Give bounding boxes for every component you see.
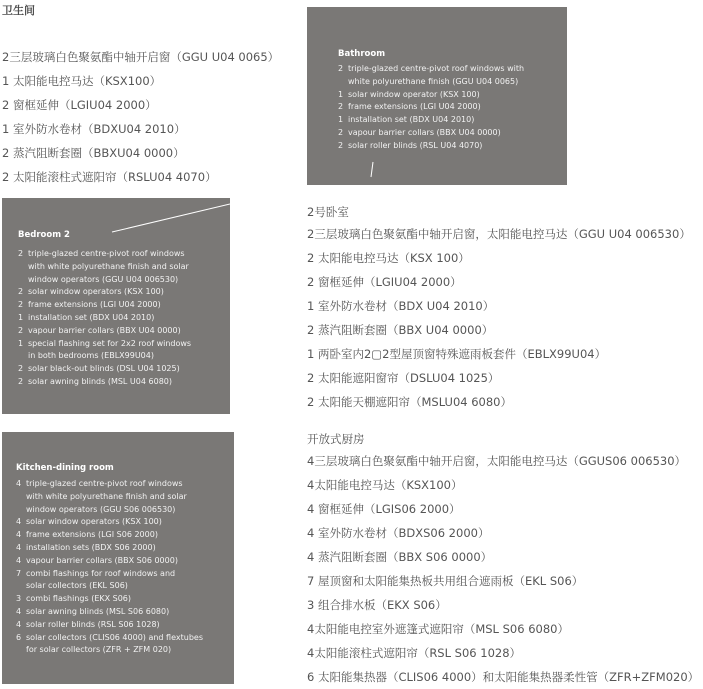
list-item: 2 蒸汽阻断套圈（BBX U04 0000） (307, 323, 494, 337)
bedroom-en-list (18, 248, 191, 389)
item-description-line: installation set (BDX U04 2010) (28, 312, 155, 322)
list-item: 4 室外防水卷材（BDXS06 2000） (307, 526, 490, 540)
kitchen-en-panel (2, 432, 234, 684)
item-quantity: 2 (18, 376, 24, 386)
item-description-line: solar awning blinds (MSL S06 6080) (26, 606, 170, 616)
bedroom-en-panel (2, 198, 230, 414)
kitchen-cn-title: 开放式厨房 (307, 432, 365, 446)
item-description (348, 101, 481, 114)
item-description (348, 89, 480, 102)
item-quantity: 4 (16, 619, 22, 629)
list-item: 1 两卧室内2▢2型屋顶窗特殊遮雨板套件（EBLX99U04） (307, 347, 607, 361)
item-description-line: vapour barrier collars (BBX U04 0000) (348, 127, 501, 137)
list-item (16, 542, 203, 555)
kitchen-en-title: Kitchen-dining room (16, 463, 114, 473)
item-description (348, 63, 524, 89)
item-description-line: solar window operators (KSX 100) (28, 287, 164, 297)
list-item: 1 太阳能电控马达（KSX100） (2, 74, 162, 88)
list-item (18, 338, 191, 364)
list-item (18, 286, 191, 299)
list-item: 4太阳能电控马达（KSX100） (307, 478, 463, 492)
item-description (26, 516, 162, 529)
item-description-line: for solar collectors (ZFR + ZFM 020) (26, 645, 172, 655)
item-description (26, 619, 160, 632)
kitchen-cn-list (307, 449, 699, 689)
list-item: 4三层玻璃白色聚氨酯中轴开启窗，太阳能电控马达（GGUS06 006530） (307, 454, 687, 468)
item-quantity: 1 (338, 89, 344, 99)
list-item: 2三层玻璃白色聚氨酯中轴开启窗（GGU U04 0065） (2, 50, 280, 64)
item-description-line: solar awning blinds (MSL U04 6080) (28, 376, 172, 386)
list-item: 4太阳能电控室外遮篷式遮阳帘（MSL S06 6080） (307, 622, 569, 636)
list-item (338, 114, 524, 127)
list-item (16, 516, 203, 529)
list-item (16, 606, 203, 619)
list-item: 7 屋顶窗和太阳能集热板共用组合遮雨板（EKL S06） (307, 574, 584, 588)
item-description (26, 542, 156, 555)
list-item: 6 太阳能集热器（CLIS06 4000）和太阳能集热器柔性管（ZFR+ZFM020） (307, 670, 700, 684)
list-item: 3 组合排水板（EKX S06） (307, 598, 447, 612)
item-quantity: 4 (16, 517, 22, 527)
item-description-line: special flashing set for 2x2 roof windows (28, 338, 192, 348)
list-item: 2 蒸汽阻断套圈（BBXU04 0000） (2, 146, 185, 160)
item-description-line: window operators (GGU U04 006530) (28, 274, 179, 284)
item-description-line: solar window operator (KSX 100) (348, 89, 480, 99)
item-quantity: 2 (18, 364, 24, 374)
item-description (26, 529, 158, 542)
bathroom-en-panel (307, 7, 567, 185)
item-quantity: 2 (18, 287, 24, 297)
item-description (26, 555, 178, 568)
item-description-line: solar black-out blinds (DSL U04 1025) (28, 364, 180, 374)
item-quantity: 2 (18, 249, 24, 258)
list-item (338, 140, 524, 153)
item-quantity: 4 (16, 479, 22, 488)
item-quantity: 3 (16, 594, 22, 604)
bathroom-en-title: Bathroom (338, 49, 386, 59)
item-description (348, 140, 482, 153)
item-description-line: white polyurethane finish (GGU U04 0065) (348, 76, 519, 86)
item-description (26, 632, 203, 658)
list-item (16, 478, 203, 516)
bedroom-cn-list (307, 222, 691, 414)
item-description-line: vapour barrier collars (BBX U04 0000) (28, 325, 181, 335)
list-item (338, 101, 524, 114)
item-description (28, 325, 181, 338)
bedroom-en-title: Bedroom 2 (18, 230, 70, 240)
item-description-line: solar window operators (KSX 100) (26, 517, 162, 527)
list-item: 2三层玻璃白色聚氨酯中轴开启窗，太阳能电控马达（GGU U04 006530） (307, 227, 691, 241)
item-description-line: frame extensions (LGI U04 2000) (348, 102, 481, 112)
list-item (16, 632, 203, 658)
item-description (28, 376, 172, 389)
item-description-line: window operators (GGU S06 006530) (26, 504, 176, 514)
list-item: 2 窗框延伸（LGIU04 2000） (2, 98, 157, 112)
kitchen-en-list (16, 478, 203, 657)
item-description (348, 127, 501, 140)
item-description-line: vapour barrier collars (BBX S06 0000) (26, 555, 178, 565)
item-quantity: 7 (16, 568, 22, 578)
item-description-line: triple-glazed centre-pivot roof windows with (348, 64, 525, 73)
item-description-line: frame extensions (LGI U04 2000) (28, 300, 161, 310)
item-description-line: combi flashings (EKX S06) (26, 594, 132, 604)
item-description-line: triple-glazed centre-pivot roof windows (28, 249, 185, 258)
item-description (26, 478, 187, 516)
list-item (338, 127, 524, 140)
item-description (28, 338, 191, 364)
item-quantity: 2 (18, 325, 24, 335)
item-description (28, 248, 189, 286)
bathroom-en-list (338, 63, 524, 153)
list-item: 2 太阳能遮阳窗帘（DSLU04 1025） (307, 371, 500, 385)
item-description-line: solar collectors (CLIS06 4000) and flextubes (26, 632, 203, 642)
item-quantity: 1 (338, 115, 344, 125)
list-item: 2 太阳能电控马达（KSX 100） (307, 251, 470, 265)
item-description-line: combi flashings for roof windows and (26, 568, 176, 578)
item-description-line: with white polyurethane finish and solar (26, 491, 187, 501)
list-item (18, 299, 191, 312)
bathroom-cn-title: 卫生间 (2, 4, 35, 17)
list-item (18, 325, 191, 338)
bedroom-cn-title: 2号卧室 (307, 205, 349, 219)
item-quantity: 1 (18, 312, 24, 322)
item-description (26, 606, 169, 619)
list-item: 2 太阳能滚柱式遮阳帘（RSLU04 4070） (2, 170, 217, 184)
item-quantity: 4 (16, 606, 22, 616)
item-description-line: solar collectors (EKL S06) (26, 581, 128, 591)
list-item (18, 376, 191, 389)
item-quantity: 4 (16, 555, 22, 565)
item-description-line: solar roller blinds (RSL U04 4070) (348, 140, 483, 150)
item-description (26, 568, 175, 594)
list-item (16, 529, 203, 542)
item-description (28, 312, 154, 325)
item-quantity: 4 (16, 530, 22, 540)
list-item (16, 555, 203, 568)
item-quantity: 4 (16, 542, 22, 552)
item-quantity: 2 (338, 127, 344, 137)
item-description (28, 363, 180, 376)
list-item: 2 太阳能天棚遮阳帘（MSLU04 6080） (307, 395, 512, 409)
item-description-line: installation set (BDX U04 2010) (348, 115, 475, 125)
item-description (28, 286, 164, 299)
list-item (18, 248, 191, 286)
list-item: 1 室外防水卷材（BDXU04 2010） (2, 122, 186, 136)
item-quantity: 1 (18, 338, 24, 348)
item-quantity: 6 (16, 632, 22, 642)
item-quantity: 2 (338, 64, 344, 73)
list-item (338, 89, 524, 102)
item-description-line: frame extensions (LGI S06 2000) (26, 530, 158, 540)
list-item: 2 窗框延伸（LGIU04 2000） (307, 275, 462, 289)
item-description-line: solar roller blinds (RSL S06 1028) (26, 619, 160, 629)
list-item (16, 568, 203, 594)
item-description-line: installation sets (BDX S06 2000) (26, 542, 156, 552)
list-item (18, 363, 191, 376)
list-item: 4 窗框延伸（LGIS06 2000） (307, 502, 461, 516)
list-item: 1 室外防水卷材（BDX U04 2010） (307, 299, 495, 313)
list-item (18, 312, 191, 325)
item-quantity: 2 (338, 102, 344, 112)
item-description (348, 114, 474, 127)
list-item: 4 蒸汽阻断套圈（BBX S06 0000） (307, 550, 493, 564)
item-description-line: in both bedrooms (EBLX99U04) (28, 351, 154, 361)
item-description (26, 593, 131, 606)
list-item: 4太阳能滚柱式遮阳帘（RSL S06 1028） (307, 646, 522, 660)
list-item (16, 593, 203, 606)
item-quantity: 2 (18, 300, 24, 310)
list-item (338, 63, 524, 89)
item-description (28, 299, 161, 312)
item-quantity: 2 (338, 140, 344, 150)
list-item (16, 619, 203, 632)
item-description-line: triple-glazed centre-pivot roof windows (26, 479, 183, 488)
item-description-line: with white polyurethane finish and solar (28, 261, 189, 271)
bathroom-cn-list (2, 45, 279, 189)
